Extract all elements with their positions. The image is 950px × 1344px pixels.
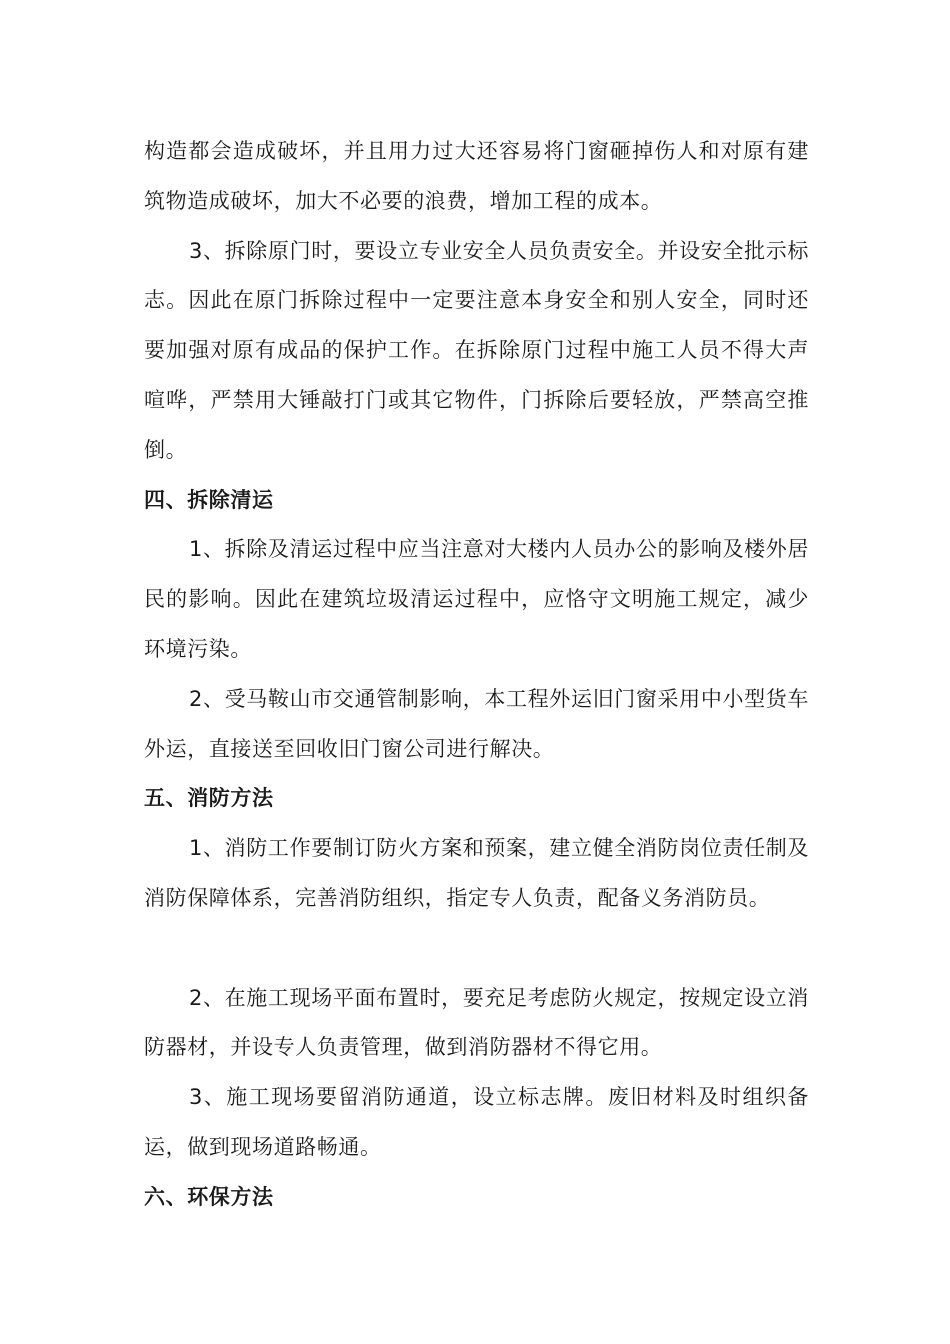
- paragraph-safety-personnel: 3、拆除原门时，要设立专业安全人员负责安全。并设安全批示标志。因此在原门拆除过程中一定要注意本身安全和别人安全，同时还要加强对原有成品的保护工作。在拆除原门过程中施工人员不得大声喧哗，严禁用大锤敲打门或其它物件，门拆除后要轻放，严禁高空推倒。: [144, 238, 809, 462]
- paragraph-fire-passage: 3、施工现场要留消防通道，设立标志牌。废旧材料及时组织备运，做到现场道路畅通。: [144, 1085, 809, 1159]
- paragraph-damage-cost: 构造都会造成破坏，并且用力过大还容易将门窗砸掉伤人和对原有建筑物造成破坏，加大不必要的浪费，增加工程的成本。: [144, 139, 809, 213]
- document-body: [144, 127, 809, 1223]
- paragraph-fire-plan: 1、消防工作要制订防火方案和预案，建立健全消防岗位责任制及消防保障体系，完善消防组织，指定专人负责，配备义务消防员。: [144, 836, 809, 910]
- section-heading-fire-protection: 五、消防方法: [144, 786, 274, 811]
- section-heading-environmental-protection: 六、环保方法: [144, 1184, 274, 1209]
- paragraph-traffic-control: 2、受马鞍山市交通管制影响，本工程外运旧门窗采用中小型货车外运，直接送至回收旧门窗公司进行解决。: [144, 686, 809, 761]
- paragraph-office-impact: 1、拆除及清运过程中应当注意对大楼内人员办公的影响及楼外居民的影响。因此在建筑垃圾清运过程中，应恪守文明施工规定，减少环境污染。: [144, 537, 809, 661]
- paragraph-gap: [144, 924, 809, 974]
- paragraph-fire-equipment: 2、在施工现场平面布置时，要充足考虑防火规定，按规定设立消防器材，并设专人负责管理，做到消防器材不得它用。: [144, 985, 809, 1060]
- section-heading-demolition-removal: 四、拆除清运: [144, 487, 274, 512]
